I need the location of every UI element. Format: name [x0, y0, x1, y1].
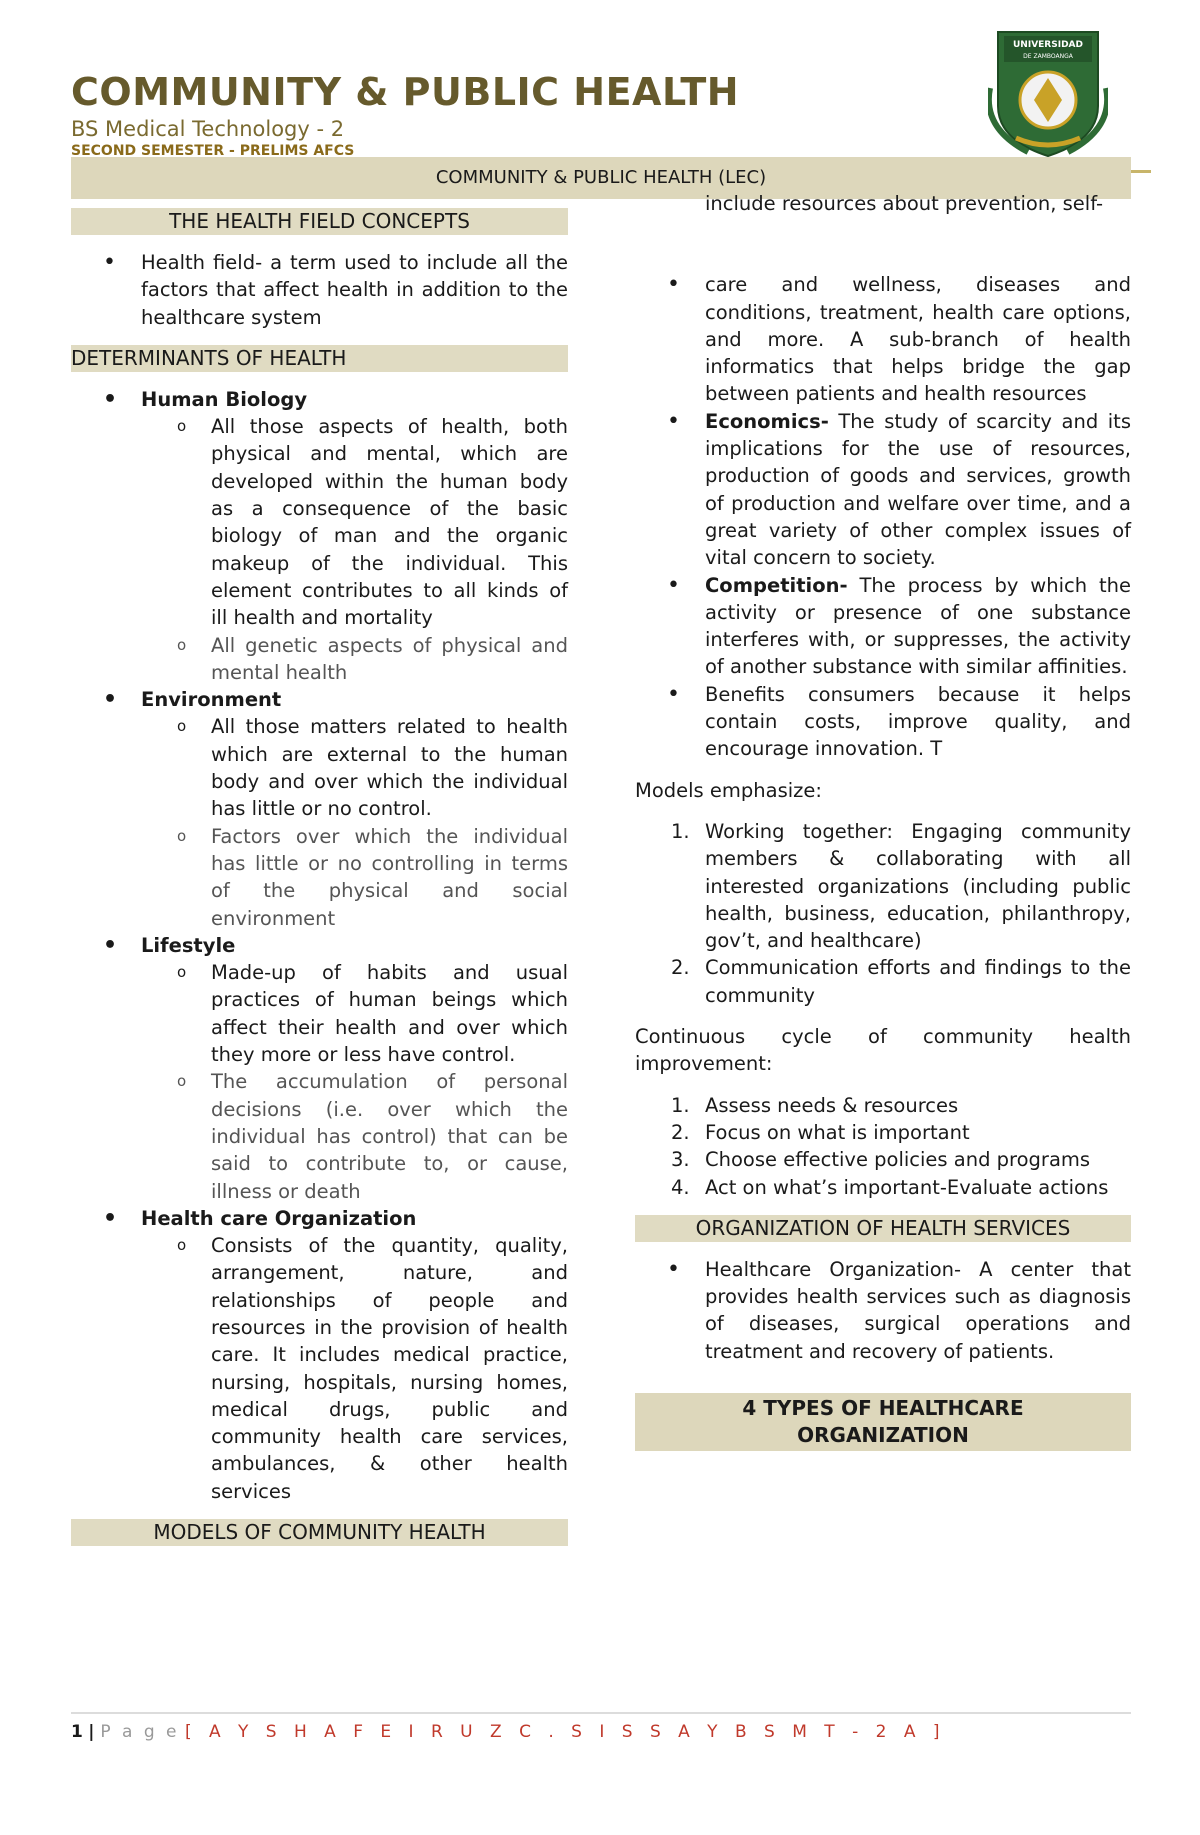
health-care-org-label: • Health care Organization — [71, 1205, 568, 1232]
org-definition: • Healthcare Organization- A center that provides health services such as diagnosis of diseases, surgical operations and treatment and recovery of patients. — [635, 1256, 1131, 1365]
logo-text-top: UNIVERSIDAD — [1013, 40, 1083, 50]
benefits-item: • Benefits consumers because it helps contain costs, improve quality, and encourage innovation. T — [635, 681, 1131, 763]
determinants-heading: DETERMINANTS OF HEALTH — [71, 345, 568, 372]
competition-item — [635, 572, 1131, 681]
lifestyle-label: • Lifestyle — [71, 932, 568, 959]
lifestyle-item: o Made-up of habits and usual practices of human beings which affect their health and over which they more or less have control. — [71, 959, 568, 1068]
health-field-list — [71, 249, 568, 331]
cycle-item: 3. Choose effective policies and programs — [671, 1148, 1091, 1172]
university-seal-logo — [988, 28, 1108, 160]
banner-rule — [1131, 170, 1151, 173]
cycle-item: 4. Act on what’s important-Evaluate actions — [671, 1175, 1109, 1199]
cycle-item: 2. Focus on what is important — [671, 1120, 970, 1144]
competition-label: Competition- — [705, 573, 848, 597]
economics-text: The study of scarcity and its implications for the use of resources, production of goods and services, growth of production and welfare over time, and a great variety of other complex issues of vital concern to society. — [705, 409, 1131, 570]
lifestyle-item: o The accumulation of personal decisions (i.e. over which the individual has control) that can be said to contribute to, or cause, illness or death — [71, 1068, 568, 1204]
course-banner: COMMUNITY & PUBLIC HEALTH (LEC) — [71, 157, 1131, 199]
environment-label: • Environment — [71, 686, 568, 713]
human-biology-label: • Human Biology — [71, 386, 568, 413]
models-heading: MODELS OF COMMUNITY HEALTH — [71, 1519, 568, 1546]
cycle-list — [635, 1092, 1131, 1201]
factors-list — [635, 271, 1131, 762]
economics-item — [635, 408, 1131, 572]
document-title: COMMUNITY & PUBLIC HEALTH — [71, 70, 740, 114]
environment-item: o Factors over which the individual has little or no controlling in terms of the physical and social environment — [71, 823, 568, 932]
economics-label: Economics- — [705, 409, 829, 433]
emphasize-item: 2. Communication efforts and findings to the community — [671, 956, 1131, 1007]
right-column — [635, 190, 1131, 1451]
emphasize-item: 1. Working together: Engaging community members & collaborating with all interested organizations (including public health, business, education, philanthropy, gov’t, and healthcare) — [671, 819, 1131, 953]
semester-label: SECOND SEMESTER - PRELIMS AFCS — [71, 143, 355, 156]
models-emphasize-label: Models emphasize: — [635, 778, 822, 802]
environment-item: o All those matters related to health which are external to the human body and over which the individual has little or no control. — [71, 713, 568, 822]
health-field-heading: THE HEALTH FIELD CONCEPTS — [71, 208, 568, 235]
cycle-heading: Continuous cycle of community health improvement: — [635, 1025, 1131, 1076]
author-label: [ A Y S H A F E I R U Z C . S I S S A Y B S M T - 2 A ] — [184, 1722, 946, 1742]
logo-text-sub: DE ZAMBOANGA — [1023, 53, 1073, 60]
left-column — [71, 208, 568, 1546]
competition-text: The process by which the activity or presence of one substance interferes with, or suppresses, the activity of another substance with similar affinities. — [705, 573, 1131, 679]
page-label: P a g e — [100, 1722, 180, 1742]
cycle-item: 1. Assess needs & resources — [671, 1093, 959, 1117]
org-health-services-heading: ORGANIZATION OF HEALTH SERVICES — [635, 1215, 1131, 1242]
human-biology-item: o All genetic aspects of physical and mental health — [71, 632, 568, 687]
care-wellness-item: • care and wellness, diseases and conditions, treatment, health care options, and more. A sub-branch of health informatics that helps bridge the gap between patients and health resources — [635, 271, 1131, 407]
page-footer: 1 | P a g e [ A Y S H A F E I R U Z C . S I S S A Y B S M T - 2 A ] — [71, 1722, 946, 1742]
footer-divider — [71, 1712, 1131, 1714]
health-field-definition: • Health field- a term used to include all the factors that affect health in addition to the healthcare system — [71, 249, 568, 331]
page-number: 1 — [71, 1722, 83, 1742]
continued-text: include resources about prevention, self- — [705, 192, 1104, 215]
human-biology-item: o All those aspects of health, both physical and mental, which are developed within the human body as a consequence of the basic biology of man and the organic makeup of the individual. This element contributes to all kinds of ill health and mortality — [71, 413, 568, 631]
emphasize-list — [635, 818, 1131, 1009]
types-heading: 4 TYPES OF HEALTHCARE ORGANIZATION — [635, 1393, 1131, 1451]
org-list — [635, 1256, 1131, 1365]
continued-list — [635, 190, 1131, 217]
document-subtitle: BS Medical Technology - 2 — [71, 117, 345, 141]
determinants-list — [71, 386, 568, 1505]
health-care-org-item: o Consists of the quantity, quality, arrangement, nature, and relationships of people and resources in the provision of health care. It includes medical practice, nursing, hospitals, nursing homes, medical drugs, public and community health care services, ambulances, & other health services — [71, 1232, 568, 1505]
